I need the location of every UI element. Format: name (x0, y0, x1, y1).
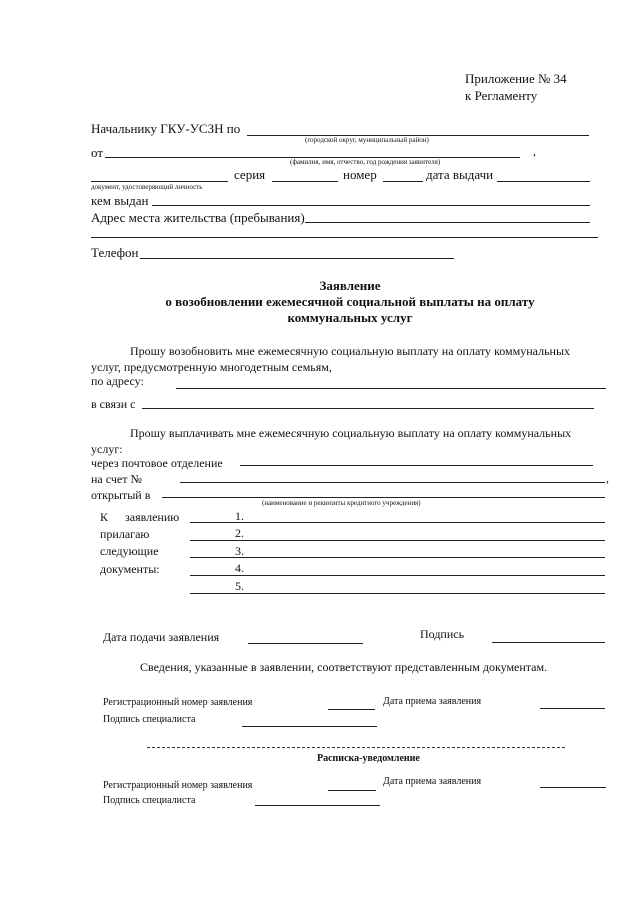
reg-number-label: Регистрационный номер заявления (103, 697, 253, 708)
para2-line2: услуг: (91, 442, 123, 456)
series-label: серия (234, 167, 266, 182)
address-prompt: по адресу: (91, 374, 144, 388)
attach-word-following: следующие (100, 544, 159, 558)
reg-number-field[interactable] (328, 709, 375, 710)
attach-word-statement: заявлению (125, 510, 180, 524)
confirmation-text: Сведения, указанные в заявлении, соответствуют представленным документам. (140, 660, 548, 674)
attach-field-1[interactable] (190, 522, 605, 523)
attach-field-5[interactable] (190, 593, 605, 594)
attach-field-2[interactable] (190, 540, 605, 541)
reason-label: в связи с (91, 397, 136, 411)
post-office-label: через почтовое отделение (91, 456, 223, 470)
address-field[interactable] (305, 222, 590, 223)
phone-label: Телефон (91, 245, 139, 260)
issued-by-field[interactable] (152, 205, 590, 206)
reason-field[interactable] (142, 408, 594, 409)
receipt-reg-number-label: Регистрационный номер заявления (103, 780, 253, 791)
account-comma: , (606, 471, 609, 485)
from-hint: (фамилия, имя, отчество, год рождения заявителя) (290, 158, 441, 166)
receipt-title: Расписка-уведомление (317, 753, 420, 764)
address-field-2[interactable] (91, 237, 598, 238)
address-label: Адрес места жительства (пребывания) (91, 210, 305, 225)
attach-num-5: 5. (235, 579, 244, 593)
specialist-signature-field[interactable] (242, 726, 377, 727)
signature-label: Подпись (420, 627, 465, 641)
receipt-specialist-label: Подпись специалиста (103, 795, 196, 806)
from-comma: , (533, 144, 536, 158)
signature-field[interactable] (492, 642, 605, 643)
residence-address-field[interactable] (176, 388, 606, 389)
to-hint: (городской округ, муниципальный район) (305, 136, 429, 144)
receipt-reg-date-field[interactable] (540, 787, 606, 788)
attach-word-attach: прилагаю (100, 527, 150, 541)
receipt-reg-number-field[interactable] (328, 790, 376, 791)
para1-line1: Прошу возобновить мне ежемесячную социальную выплату на оплату коммунальных (130, 344, 571, 358)
attach-field-3[interactable] (190, 557, 605, 558)
cut-line (147, 747, 565, 748)
receipt-specialist-field[interactable] (255, 805, 380, 806)
to-label: Начальнику ГКУ-УСЗН по (91, 121, 241, 136)
reg-date-field[interactable] (540, 708, 605, 709)
date-issued-field[interactable] (497, 181, 590, 182)
appendix-line1: Приложение № 34 (465, 71, 567, 86)
para2-line1: Прошу выплачивать мне ежемесячную социальную выплату на оплату коммунальных (130, 426, 572, 440)
number-label: номер (343, 167, 377, 182)
issued-by-label: кем выдан (91, 193, 149, 208)
attach-field-4[interactable] (190, 575, 605, 576)
receipt-reg-date-label: Дата приема заявления (383, 776, 482, 787)
reg-date-label: Дата приема заявления (383, 696, 482, 707)
title-line1: Заявление (319, 278, 381, 293)
specialist-signature-label: Подпись специалиста (103, 714, 196, 725)
attach-num-2: 2. (235, 526, 244, 540)
opened-at-label: открытый в (91, 488, 151, 502)
attach-word-documents: документы: (100, 562, 160, 576)
title-line2: о возобновлении ежемесячной социальной выплаты на оплату (165, 294, 535, 309)
attach-num-1: 1. (235, 509, 244, 523)
submission-date-field[interactable] (248, 643, 363, 644)
attach-num-4: 4. (235, 561, 244, 575)
doc-type-field[interactable] (91, 181, 228, 182)
attach-word-k: К (100, 510, 109, 524)
post-office-field[interactable] (240, 465, 593, 466)
bank-hint: (наименование и реквизиты кредитного учреждения) (262, 499, 421, 507)
para1-line2: услуг, предусмотренную многодетным семьям, (91, 360, 332, 374)
account-field[interactable] (180, 482, 605, 483)
from-label: от (91, 145, 104, 160)
bank-field[interactable] (162, 497, 605, 498)
attach-num-3: 3. (235, 544, 244, 558)
title-line3: коммунальных услуг (287, 310, 413, 325)
account-label: на счет № (91, 472, 142, 486)
date-issued-label: дата выдачи (426, 167, 494, 182)
submission-date-label: Дата подачи заявления (103, 630, 220, 644)
number-field[interactable] (383, 181, 423, 182)
series-field[interactable] (272, 181, 338, 182)
doc-hint: документ, удостоверяющий личность (91, 183, 203, 191)
appendix-line2: к Регламенту (465, 88, 538, 103)
phone-field[interactable] (140, 258, 454, 259)
